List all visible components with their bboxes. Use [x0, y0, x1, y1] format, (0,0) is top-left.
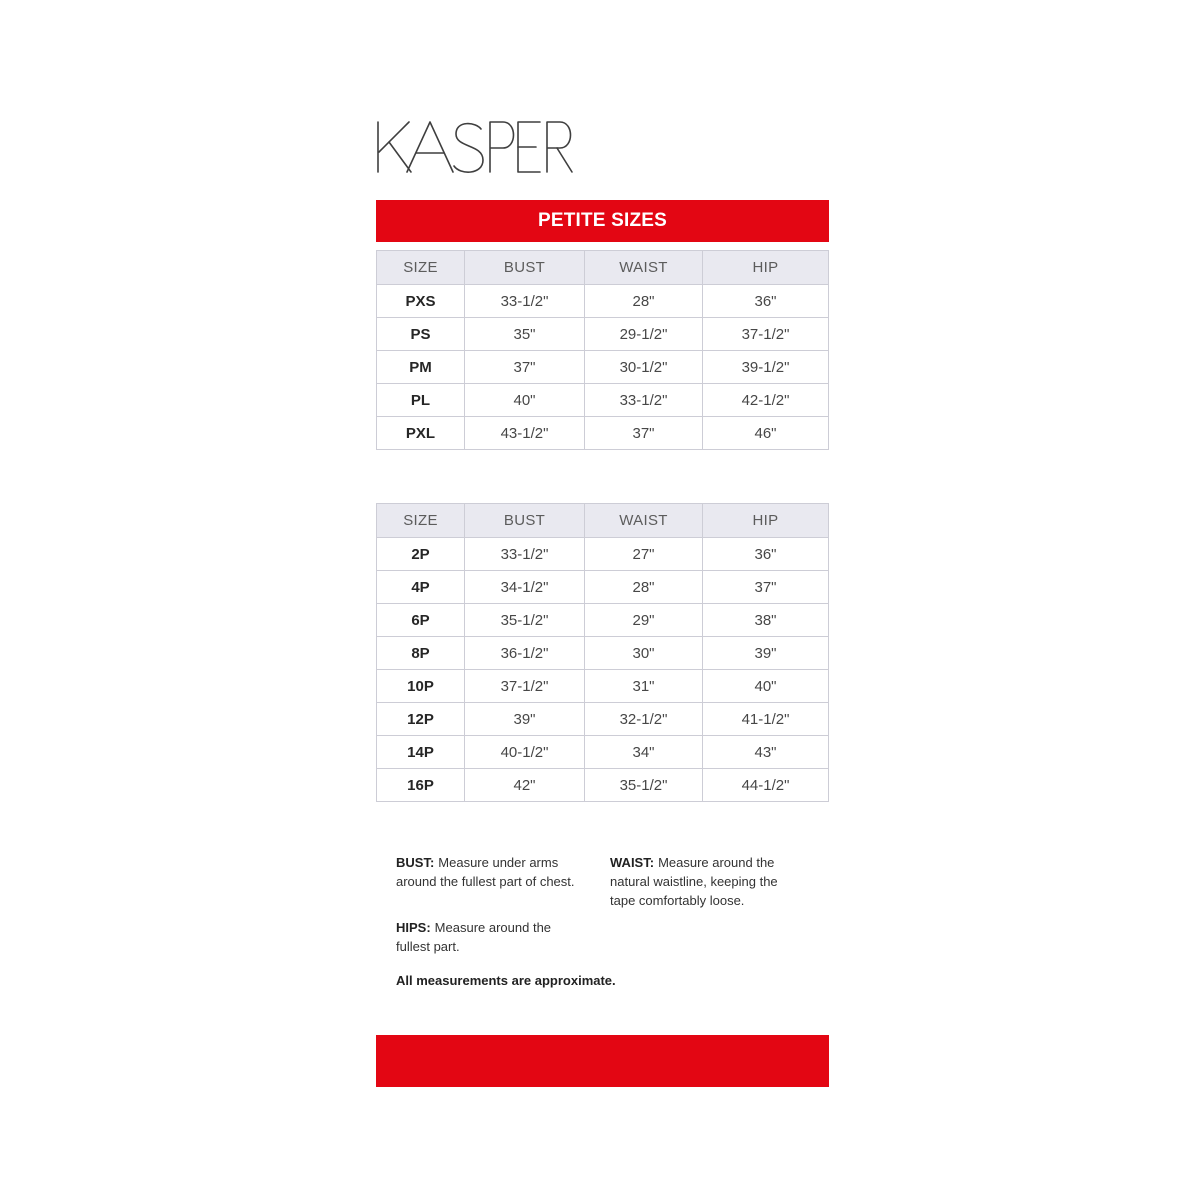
- measurement-disclaimer: All measurements are approximate.: [396, 973, 616, 988]
- cell-size: 10P: [377, 670, 465, 703]
- petite-sizes-banner: PETITE SIZES: [376, 200, 829, 242]
- table-row: [377, 703, 829, 736]
- table-row: [377, 285, 829, 318]
- cell-bust: 37-1/2": [465, 670, 585, 703]
- cell-size: PL: [377, 384, 465, 417]
- cell-bust: 35": [465, 318, 585, 351]
- table-row: [377, 769, 829, 802]
- bottom-accent-bar: [376, 1035, 829, 1087]
- table-header-row: [377, 251, 829, 285]
- bust-note-line: [396, 853, 575, 872]
- cell-waist: 31": [585, 670, 703, 703]
- cell-bust: 36-1/2": [465, 637, 585, 670]
- table-header-row: [377, 504, 829, 538]
- header-hip: HIP: [703, 504, 829, 538]
- cell-waist: 27": [585, 538, 703, 571]
- header-bust: BUST: [465, 504, 585, 538]
- header-size: SIZE: [377, 504, 465, 538]
- cell-waist: 33-1/2": [585, 384, 703, 417]
- waist-note-text: Measure around the: [658, 855, 775, 870]
- cell-hip: 44-1/2": [703, 769, 829, 802]
- cell-waist: 29-1/2": [585, 318, 703, 351]
- cell-bust: 43-1/2": [465, 417, 585, 450]
- cell-size: PS: [377, 318, 465, 351]
- table-row: [377, 571, 829, 604]
- table-row: [377, 351, 829, 384]
- cell-hip: 38": [703, 604, 829, 637]
- hips-note-text: fullest part.: [396, 939, 460, 954]
- bust-note: [396, 853, 575, 891]
- cell-hip: 37-1/2": [703, 318, 829, 351]
- cell-hip: 36": [703, 538, 829, 571]
- table-row: [377, 670, 829, 703]
- header-bust: BUST: [465, 251, 585, 285]
- cell-waist: 35-1/2": [585, 769, 703, 802]
- table-row: [377, 417, 829, 450]
- cell-bust: 34-1/2": [465, 571, 585, 604]
- cell-hip: 41-1/2": [703, 703, 829, 736]
- cell-hip: 37": [703, 571, 829, 604]
- bust-note-text: Measure under arms: [438, 855, 559, 870]
- header-hip: HIP: [703, 251, 829, 285]
- cell-waist: 28": [585, 571, 703, 604]
- cell-hip: 39-1/2": [703, 351, 829, 384]
- cell-hip: 36": [703, 285, 829, 318]
- table-row: [377, 637, 829, 670]
- cell-size: 14P: [377, 736, 465, 769]
- table-row: [377, 736, 829, 769]
- cell-waist: 37": [585, 417, 703, 450]
- cell-waist: 32-1/2": [585, 703, 703, 736]
- cell-waist: 30": [585, 637, 703, 670]
- bust-note-text: around the fullest part of chest.: [396, 874, 575, 889]
- waist-note-text: tape comfortably loose.: [610, 893, 745, 908]
- table-row: [377, 318, 829, 351]
- cell-hip: 46": [703, 417, 829, 450]
- cell-hip: 39": [703, 637, 829, 670]
- cell-hip: 42-1/2": [703, 384, 829, 417]
- waist-note-line: [610, 853, 778, 872]
- waist-note-text: natural waistline, keeping the: [610, 874, 778, 889]
- cell-waist: 29": [585, 604, 703, 637]
- cell-size: PXL: [377, 417, 465, 450]
- cell-size: 4P: [377, 571, 465, 604]
- cell-bust: 40": [465, 384, 585, 417]
- cell-size: 8P: [377, 637, 465, 670]
- cell-bust: 33-1/2": [465, 285, 585, 318]
- cell-waist: 28": [585, 285, 703, 318]
- header-waist: WAIST: [585, 504, 703, 538]
- cell-waist: 30-1/2": [585, 351, 703, 384]
- table-row: [377, 604, 829, 637]
- cell-size: 6P: [377, 604, 465, 637]
- petite-number-size-table: [376, 503, 829, 802]
- petite-letter-size-table: [376, 250, 829, 450]
- cell-size: 12P: [377, 703, 465, 736]
- bust-note-label: BUST:: [396, 855, 435, 870]
- cell-size: 2P: [377, 538, 465, 571]
- cell-waist: 34": [585, 736, 703, 769]
- header-waist: WAIST: [585, 251, 703, 285]
- cell-bust: 35-1/2": [465, 604, 585, 637]
- hips-note-line: [396, 918, 551, 937]
- cell-bust: 40-1/2": [465, 736, 585, 769]
- cell-bust: 37": [465, 351, 585, 384]
- table-row: [377, 538, 829, 571]
- waist-note: [610, 853, 778, 910]
- hips-note-label: HIPS:: [396, 920, 431, 935]
- cell-size: 16P: [377, 769, 465, 802]
- cell-bust: 42": [465, 769, 585, 802]
- kasper-logo: [372, 115, 578, 179]
- cell-size: PM: [377, 351, 465, 384]
- cell-size: PXS: [377, 285, 465, 318]
- cell-hip: 40": [703, 670, 829, 703]
- kasper-logo-mark: [372, 115, 578, 179]
- header-size: SIZE: [377, 251, 465, 285]
- waist-note-label: WAIST:: [610, 855, 655, 870]
- hips-note: [396, 918, 551, 956]
- hips-note-text: Measure around the: [434, 920, 552, 935]
- cell-bust: 39": [465, 703, 585, 736]
- table-row: [377, 384, 829, 417]
- cell-bust: 33-1/2": [465, 538, 585, 571]
- cell-hip: 43": [703, 736, 829, 769]
